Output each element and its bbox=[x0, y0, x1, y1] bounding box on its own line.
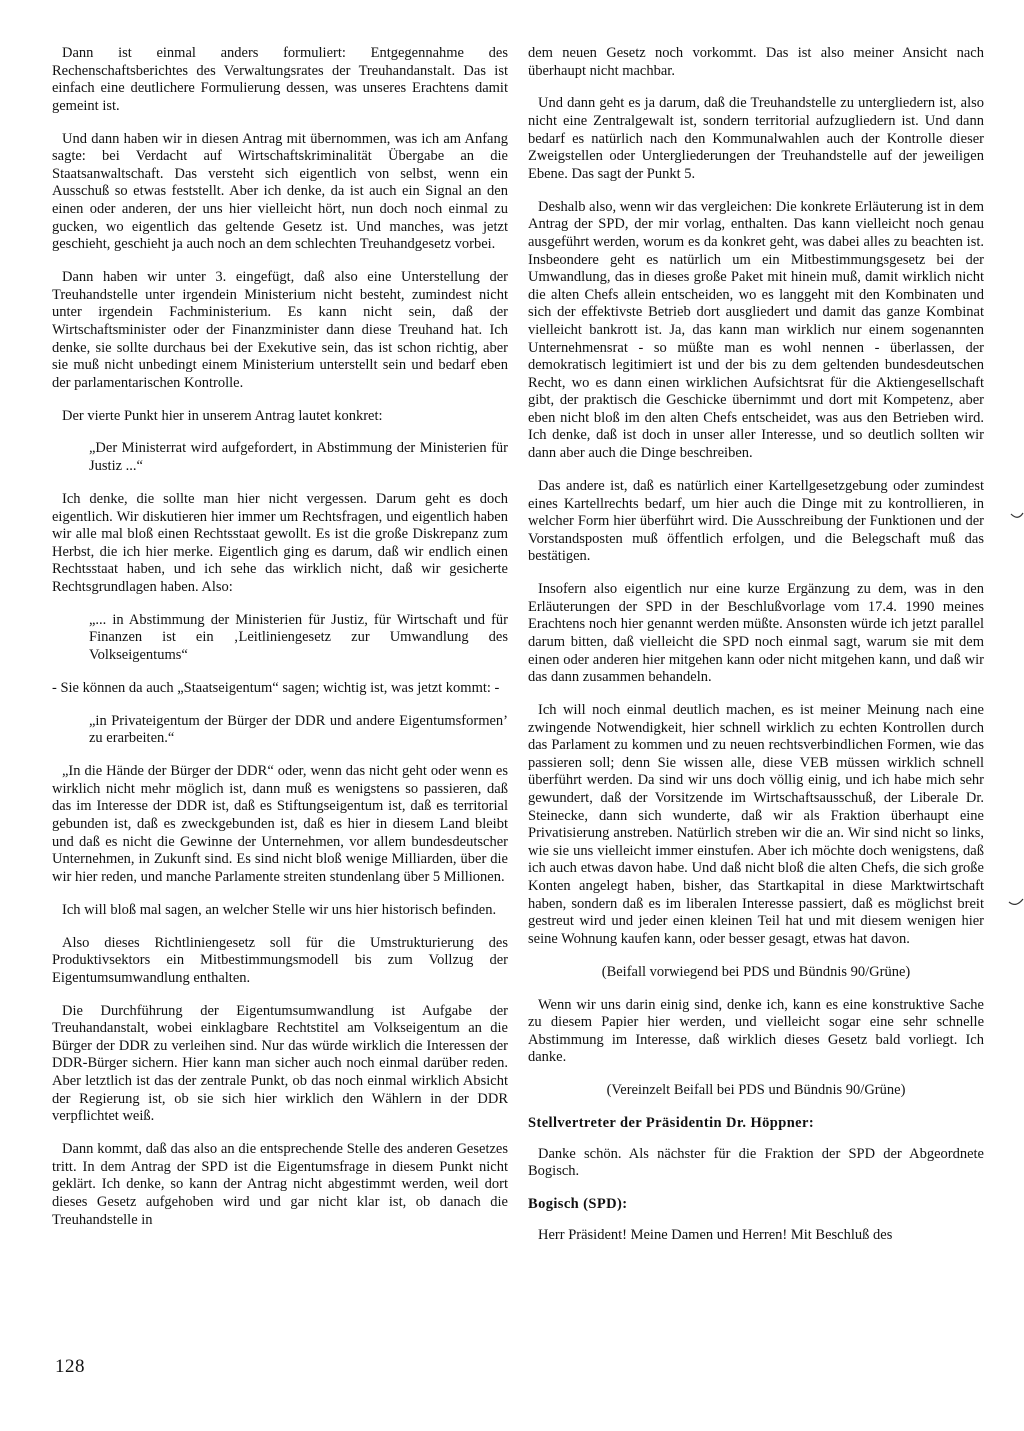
paragraph: Ich will noch einmal deutlich machen, es ist meiner Meinung nach eine zwingende Notwendigkeit, hier schnell wirklich zu echten Kontrollen durch das Parlament zu kommen und zu neuen rechtsverbindlichen Formen, wie das passieren soll; denn Sie wissen alle, diese VEB müssen wirklich schnell überführt werden. Da sind wir uns doch völlig einig, und ich habe mich sehr gewundert, daß der Vorsitzende im Wirtschaftsausschuß, der Liberale Dr. Steinecke, dann sich wunderte, daß wir als Fraktion überhaupt eine Privatisierung anstreben. Natürlich streben wir die an. Wir sind nicht so links, wie sie uns vielleicht immer einstufen. Aber ich möchte doch wenigstens, daß ich auch etwas davon habe. Und daß nicht bloß die alten Chefs, die sich große Konten angelegt haben, bisher, das Startkapital in diese Marktwirtschaft haben, sondern daß es im liberalen Interesse passiert, daß es möglichst breit gestreut wird und jeder einen kleinen Teil hat und mit diesem wenigen hier seine Wohnung kaufen kann, oder besser gesagt, etwas hat davon. bbox=[528, 702, 984, 947]
paragraph: Danke schön. Als nächster für die Fraktion der SPD der Abgeordnete Bogisch. bbox=[528, 1145, 984, 1180]
block-quote: „Der Ministerrat wird aufgefordert, in Abstimmung der Ministerien für Justiz ...“ bbox=[89, 440, 508, 475]
paragraph: Und dann geht es ja darum, daß die Treuhandstelle zu untergliedern ist, also nicht eine Zentralgewalt ist, sondern territorial aufzugliedern ist. Und dann bedarf es natürlich nach den Kommunalwahlen auch der Kontrolle dieser Zweigstellen oder Untergliederungen der Treuhandstelle auf der jeweiligen Ebene. Das sagt der Punkt 5. bbox=[528, 95, 984, 182]
left-text-column bbox=[52, 45, 508, 1244]
paragraph-continued: dem neuen Gesetz noch vorkommt. Das ist also meiner Ansicht nach überhaupt nicht machbar. bbox=[528, 45, 984, 79]
right-text-column bbox=[528, 45, 984, 1260]
paragraph: Herr Präsident! Meine Damen und Herren! Mit Beschluß des bbox=[538, 1226, 893, 1243]
paragraph: Also dieses Richtliniengesetz soll für die Umstrukturierung des Produktivsektors ein Mitbestimmungsmodell bis zum Vollzug der Eigentumsumwandlung enthalten. bbox=[52, 934, 508, 986]
speaker-heading: Bogisch (SPD): bbox=[528, 1196, 628, 1213]
paragraph: Der vierte Punkt hier in unserem Antrag lautet konkret: bbox=[62, 407, 383, 424]
paragraph: Ich denke, die sollte man hier nicht vergessen. Darum geht es doch eigentlich. Wir diskutieren hier immer um Rechtsfragen, und eigentlich haben wir alle mal bloß einen Rechtsstaat gewollt. Es ist die große Diskrepanz zum Herbst, die ich hier merke. Eigentlich ging es darum, daß wir endlich einen Rechtsstaat haben, und ich sehe das wirklich nicht, daß wir gesicherte Rechtsgrundlagen haben. Also: bbox=[52, 490, 508, 595]
block-quote: „in Privateigentum der Bürger der DDR und andere Eigentumsformen’ zu erarbeiten.“ bbox=[89, 712, 508, 747]
paragraph: Das andere ist, daß es natürlich einer Kartellgesetzgebung oder zumindest eines Kartellrechts bedarf, um hier auch die Dinge mit zu kontrollieren, in welcher Form hier überführt wird. Die Ausschreibung der Funktionen und der Vorstandsposten muß öffentlich erfolgen, und die Belegschaft muß das bestätigen. bbox=[528, 477, 984, 565]
paragraph: Dann kommt, daß das also an die entsprechende Stelle des anderen Gesetzes tritt. In dem Antrag der SPD ist die Eigentumsfrage in diesem Punkt nicht geklärt. Ich denke, so kann der Antrag nicht abgestimmt werden, weil dort dieses Gesetz aufgehoben wird und gar nicht klar ist, ob danach die Treuhandstelle in bbox=[52, 1141, 508, 1228]
block-quote: „... in Abstimmung der Ministerien für Justiz, für Wirtschaft und für Finanzen ist ein ‚Leitliniengesetz zur Umwandlung des Volkseigentums“ bbox=[89, 611, 508, 663]
paragraph-continued: - Sie können da auch „Staatseigentum“ sagen; wichtig ist, was jetzt kommt: - bbox=[52, 679, 500, 696]
speaker-heading: Stellvertreter der Präsidentin Dr. Höppner: bbox=[528, 1115, 815, 1132]
paragraph: „In die Hände der Bürger der DDR“ oder, wenn das nicht geht oder wenn es wirklich nicht mehr möglich ist, dann muß es wenigstens so passieren, daß das im Interesse der DDR ist, daß es Stiftungseigentum ist, daß es territorial gebunden ist, daß es zweckgebunden ist, daß es hier in diesem Land bleibt und daß es nicht die Gewinne der Unternehmen, vor allem bundesdeutscher Unternehmen, in Zukunft sind. Es sind nicht bloß wenige Milliarden, über die wir hier reden, und manche Parlamente streiten stundenlang über 5 Millionen. bbox=[52, 763, 508, 885]
page-number: 128 bbox=[55, 1356, 85, 1377]
applause-note: (Beifall vorwiegend bei PDS und Bündnis 90/Grüne) bbox=[601, 963, 911, 980]
paragraph: Wenn wir uns darin einig sind, denke ich, kann es eine konstruktive Sache zu diesem Papier hier werden, und vielleicht sogar eine sehr schnelle Abstimmung im Interesse, daß wirklich dieses Gesetz bald vorliegt. Ich danke. bbox=[528, 996, 984, 1066]
paragraph: Insofern also eigentlich nur eine kurze Ergänzung zu dem, was in den Erläuterungen der SPD in der Beschlußvorlage vom 17.4. 1990 meines Erachtens noch hier genannt werden müßte. Ansonsten würde ich jetzt parallel darum bitten, daß vielleicht die SPD noch einmal sagt, warum sie mit dem einen oder anderen hier mitgehen kann oder nicht mitgehen kann, und daß wir das dann zusammen behandeln. bbox=[528, 581, 984, 686]
paragraph: Und dann haben wir in diesen Antrag mit übernommen, was ich am Anfang sagte: bei Verdacht auf Wirtschaftskriminalität Übergabe an die Staatsanwaltschaft. Das versteht sich eigentlich von selbst, wenn ein Ausschuß so etwas feststellt. Aber ich denke, da ist auch ein Signal an den einen oder anderen, der uns hier vielleicht hört, nun doch noch einmal zu gucken, wo eigentlich das geltende Gesetz ist. Und manches, was jetzt geschieht, geschieht ja auch noch an dem schlechten Treuhandgesetz vorbei. bbox=[52, 130, 508, 253]
paragraph: Ich will bloß mal sagen, an welcher Stelle wir uns hier historisch befinden. bbox=[62, 901, 497, 918]
paragraph: Deshalb also, wenn wir das vergleichen: Die konkrete Erläuterung ist in dem Antrag der SPD, der mir vorlag, enthalten. Das kann vielleicht noch genau ausgeführt werden, worum es da konkret geht, was dabei alles zu beachten ist. Insbeondere geht es natürlich um ein Mitbestimmungsgesetz bei der Umwandlung, das in dieses große Paket mit hinein muß, damit wirklich nicht die alten Chefs allein entscheiden, wo es langgeht mit den Kombinaten und sich der effektivste Betrieb dort ausgliedert und damit das ganze Kombinat vielleicht bankrott ist. Ja, das kann man wirklich nur einem sogenannten Unternehmensrat - so müßte man es wohl nennen - überlassen, der demokratisch legitimiert ist und der bis zu dem geltenden bundesdeutschen Recht, wo es dann einen wirklichen Aufsichtsrat für die Aktiengesellschaft gibt, der praktisch die Geschicke übernimmt und dort mit Kompetenz, aber eben nicht bloß im den alten Chefs entscheidet, was aus den Betrieben wird. Ich denke, daß ist doch in unser aller Interesse, und so deutlich sollten wir dann aber auch die Dinge beschreiben. bbox=[528, 198, 984, 462]
paragraph: Dann ist einmal anders formuliert: Entgegennahme des Rechenschaftsberichtes des Verwaltungsrates der Treuhandanstalt. Das ist einfach eine deutlichere Formulierung dessen, was unseres Erachtens damit gemeint ist. bbox=[52, 45, 508, 114]
paragraph: Die Durchführung der Eigentumsumwandlung ist Aufgabe der Treuhandanstalt, wobei einklagbare Rechtstitel am Volkseigentum an die Bürger der DDR zu verleihen sind. Nur das würde wirklich die Interessen der DDR-Bürger sichern. Hier kann man sicher auch noch einmal darüber reden. Aber letztlich ist das der zentrale Punkt, ob das noch einmal wirklich Absicht der Regierung ist, ob sie sich hier wirklich den Wählern in der DDR verpflichtet weiß. bbox=[52, 1002, 508, 1125]
margin-mark bbox=[1008, 893, 1024, 913]
margin-mark bbox=[1010, 505, 1024, 525]
paragraph: Dann haben wir unter 3. eingefügt, daß also eine Unterstellung der Treuhandstelle unter irgendein Ministerium nicht besteht, zumindest nicht unter irgendein Fachministerium. Es kann nicht sein, daß der Wirtschaftsminister oder der Finanzminister dann diese Treuhand hat. Ich denke, sie sollte durchaus bei der Exekutive sein, das ist schon richtig, aber sie muß nicht unbedingt einem Ministerium unterstellt sein und bedarf eben der parlamentarischen Kontrolle. bbox=[52, 269, 508, 391]
applause-note: (Vereinzelt Beifall bei PDS und Bündnis 90/Grüne) bbox=[606, 1082, 906, 1099]
